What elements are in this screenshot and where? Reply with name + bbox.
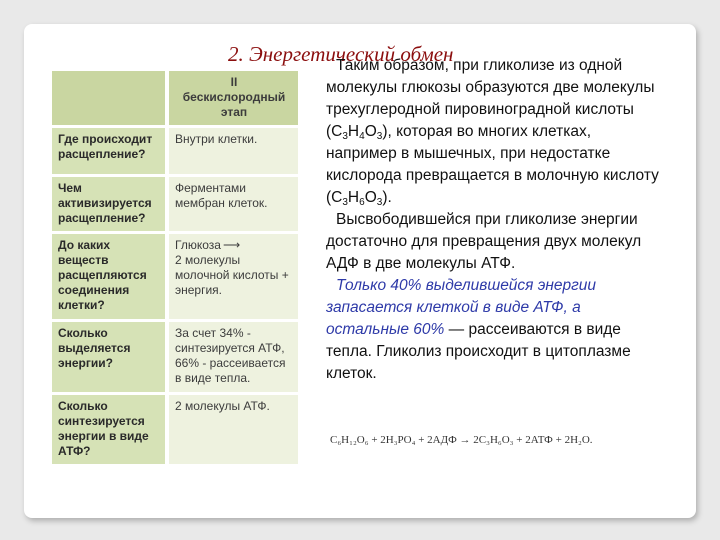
answer-line: 2 молекулы молочной кислоты + энергия. [175, 253, 289, 298]
table-row [52, 127, 298, 176]
row-question: Сколько синтезируется энергии в виде АТФ? [52, 393, 167, 466]
text-fragment: Высвободившейся при гликолизе энергии достаточно для превращения двух молекул АДФ в две молекулы АТФ. [326, 211, 642, 272]
right-arrow-icon: ⟶ [222, 238, 241, 253]
subscript: 3 [342, 131, 348, 142]
table-header-cell [167, 71, 298, 127]
subscript: 3 [376, 131, 383, 142]
table-row [52, 393, 298, 466]
table-row [52, 321, 298, 393]
glycolysis-equation: C₆H₁₂O₆ + 2H₃PO₄ + 2АДФ → 2C₃H₆O₃ + 2АТФ + 2H₂O. [330, 434, 593, 446]
subscript: 6 [359, 197, 365, 208]
row-answer [167, 233, 298, 321]
paragraph-3 [326, 275, 660, 385]
row-answer: Ферментами мембран клеток. [167, 176, 298, 233]
text-fragment: О [364, 189, 377, 206]
table-header-row [52, 71, 298, 127]
text-fragment: О [364, 123, 377, 140]
row-answer: 2 молекулы АТФ. [167, 393, 298, 466]
slide-title: 2. Энергетический обмен [228, 42, 454, 66]
explanation-text [326, 55, 660, 385]
row-answer: Внутри клетки. [167, 127, 298, 176]
subscript: 3 [342, 197, 348, 208]
table-row [52, 176, 298, 233]
highlighted-text: Только 40% выделившейся энергии запасается клеткой в виде АТФ, а остальные 60% [326, 277, 597, 338]
row-question: Где происходит расщепление? [52, 127, 167, 176]
row-question: Сколько выделяется энергии? [52, 321, 167, 393]
answer-line: Глюкоза [175, 238, 221, 253]
row-question: Чем активизируется расщепление? [52, 176, 167, 233]
paragraph-2 [326, 209, 660, 275]
text-fragment: ). [382, 189, 392, 206]
text-fragment: Н [347, 189, 360, 206]
row-question: До каких веществ расщепляются соединения клетки? [52, 233, 167, 321]
text-fragment: ), которая во многих клетках, например в мышечных, при недостатке кислорода превращается в молочную кислоту (С [326, 123, 659, 206]
paragraph-1 [326, 55, 660, 209]
stage-number: II [230, 75, 238, 89]
subscript: 4 [359, 131, 365, 142]
subscript: 3 [376, 197, 383, 208]
table-row [52, 233, 298, 321]
text-fragment: Н [347, 123, 360, 140]
comparison-table [52, 71, 298, 467]
table-header-empty [52, 71, 167, 127]
text-fragment: — рассеиваются в виде тепла. Гликолиз происходит в цитоплазме клеток. [326, 321, 631, 382]
stage-name: бескислородный этап [182, 90, 286, 119]
text-fragment: Таким образом, при гликолизе из одной молекулы глюкозы образуются две молекулы трехуглеродной пировиноградной кислоты (С [326, 57, 655, 140]
row-answer: За счет 34% - синтезируется АТФ, 66% - рассеивается в виде тепла. [167, 321, 298, 393]
